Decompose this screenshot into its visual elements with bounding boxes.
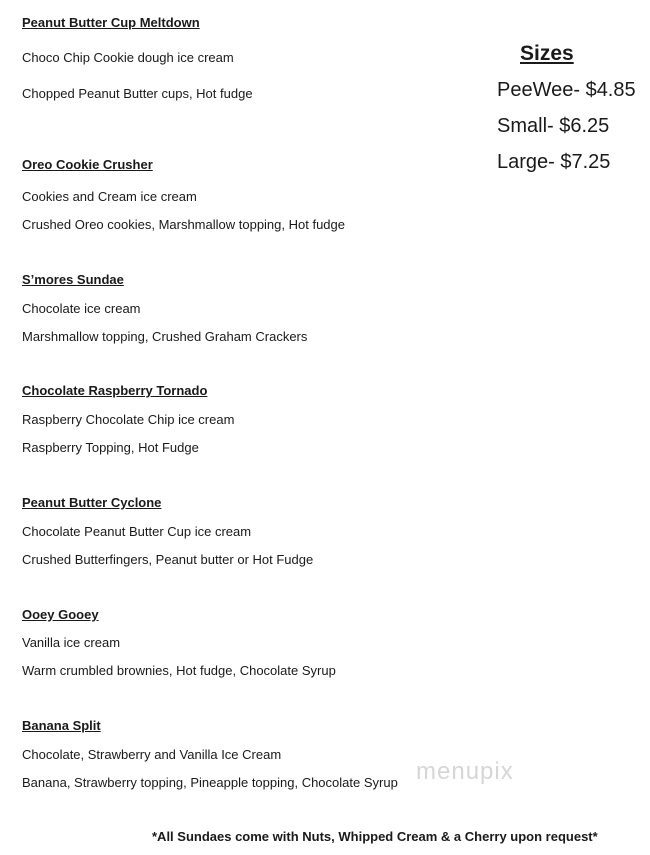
item-ice-cream: Vanilla ice cream	[22, 635, 121, 650]
item-name: Oreo Cookie Crusher	[22, 157, 153, 172]
item-toppings: Crushed Butterfingers, Peanut butter or Hot Fudge	[22, 552, 314, 567]
item-name: Peanut Butter Cyclone	[22, 495, 162, 510]
item-ice-cream: Raspberry Chocolate Chip ice cream	[22, 412, 235, 427]
item-ice-cream: Chocolate ice cream	[22, 301, 141, 316]
item-toppings: Warm crumbled brownies, Hot fudge, Chocolate Syrup	[22, 663, 336, 678]
size-option-large: Large- $7.25	[497, 151, 611, 173]
item-name: Ooey Gooey	[22, 607, 99, 622]
item-name: Chocolate Raspberry Tornado	[22, 383, 208, 398]
item-ice-cream: Chocolate, Strawberry and Vanilla Ice Cream	[22, 747, 282, 762]
size-option-small: Small- $6.25	[497, 115, 610, 137]
item-toppings: Crushed Oreo cookies, Marshmallow topping, Hot fudge	[22, 217, 345, 232]
item-toppings: Chopped Peanut Butter cups, Hot fudge	[22, 86, 253, 101]
sizes-title: Sizes	[520, 42, 574, 65]
item-toppings: Marshmallow topping, Crushed Graham Crackers	[22, 329, 308, 344]
size-option-peewee: PeeWee- $4.85	[497, 79, 636, 101]
item-name: Peanut Butter Cup Meltdown	[22, 15, 200, 30]
item-name: Banana Split	[22, 718, 101, 733]
item-ice-cream: Chocolate Peanut Butter Cup ice cream	[22, 524, 252, 539]
footer-note: *All Sundaes come with Nuts, Whipped Cream & a Cherry upon request*	[152, 829, 598, 844]
item-toppings: Banana, Strawberry topping, Pineapple topping, Chocolate Syrup	[22, 775, 398, 790]
watermark: menupix	[416, 758, 514, 785]
item-name: S’mores Sundae	[22, 272, 124, 287]
item-toppings: Raspberry Topping, Hot Fudge	[22, 440, 199, 455]
item-ice-cream: Choco Chip Cookie dough ice cream	[22, 50, 234, 65]
item-ice-cream: Cookies and Cream ice cream	[22, 189, 197, 204]
